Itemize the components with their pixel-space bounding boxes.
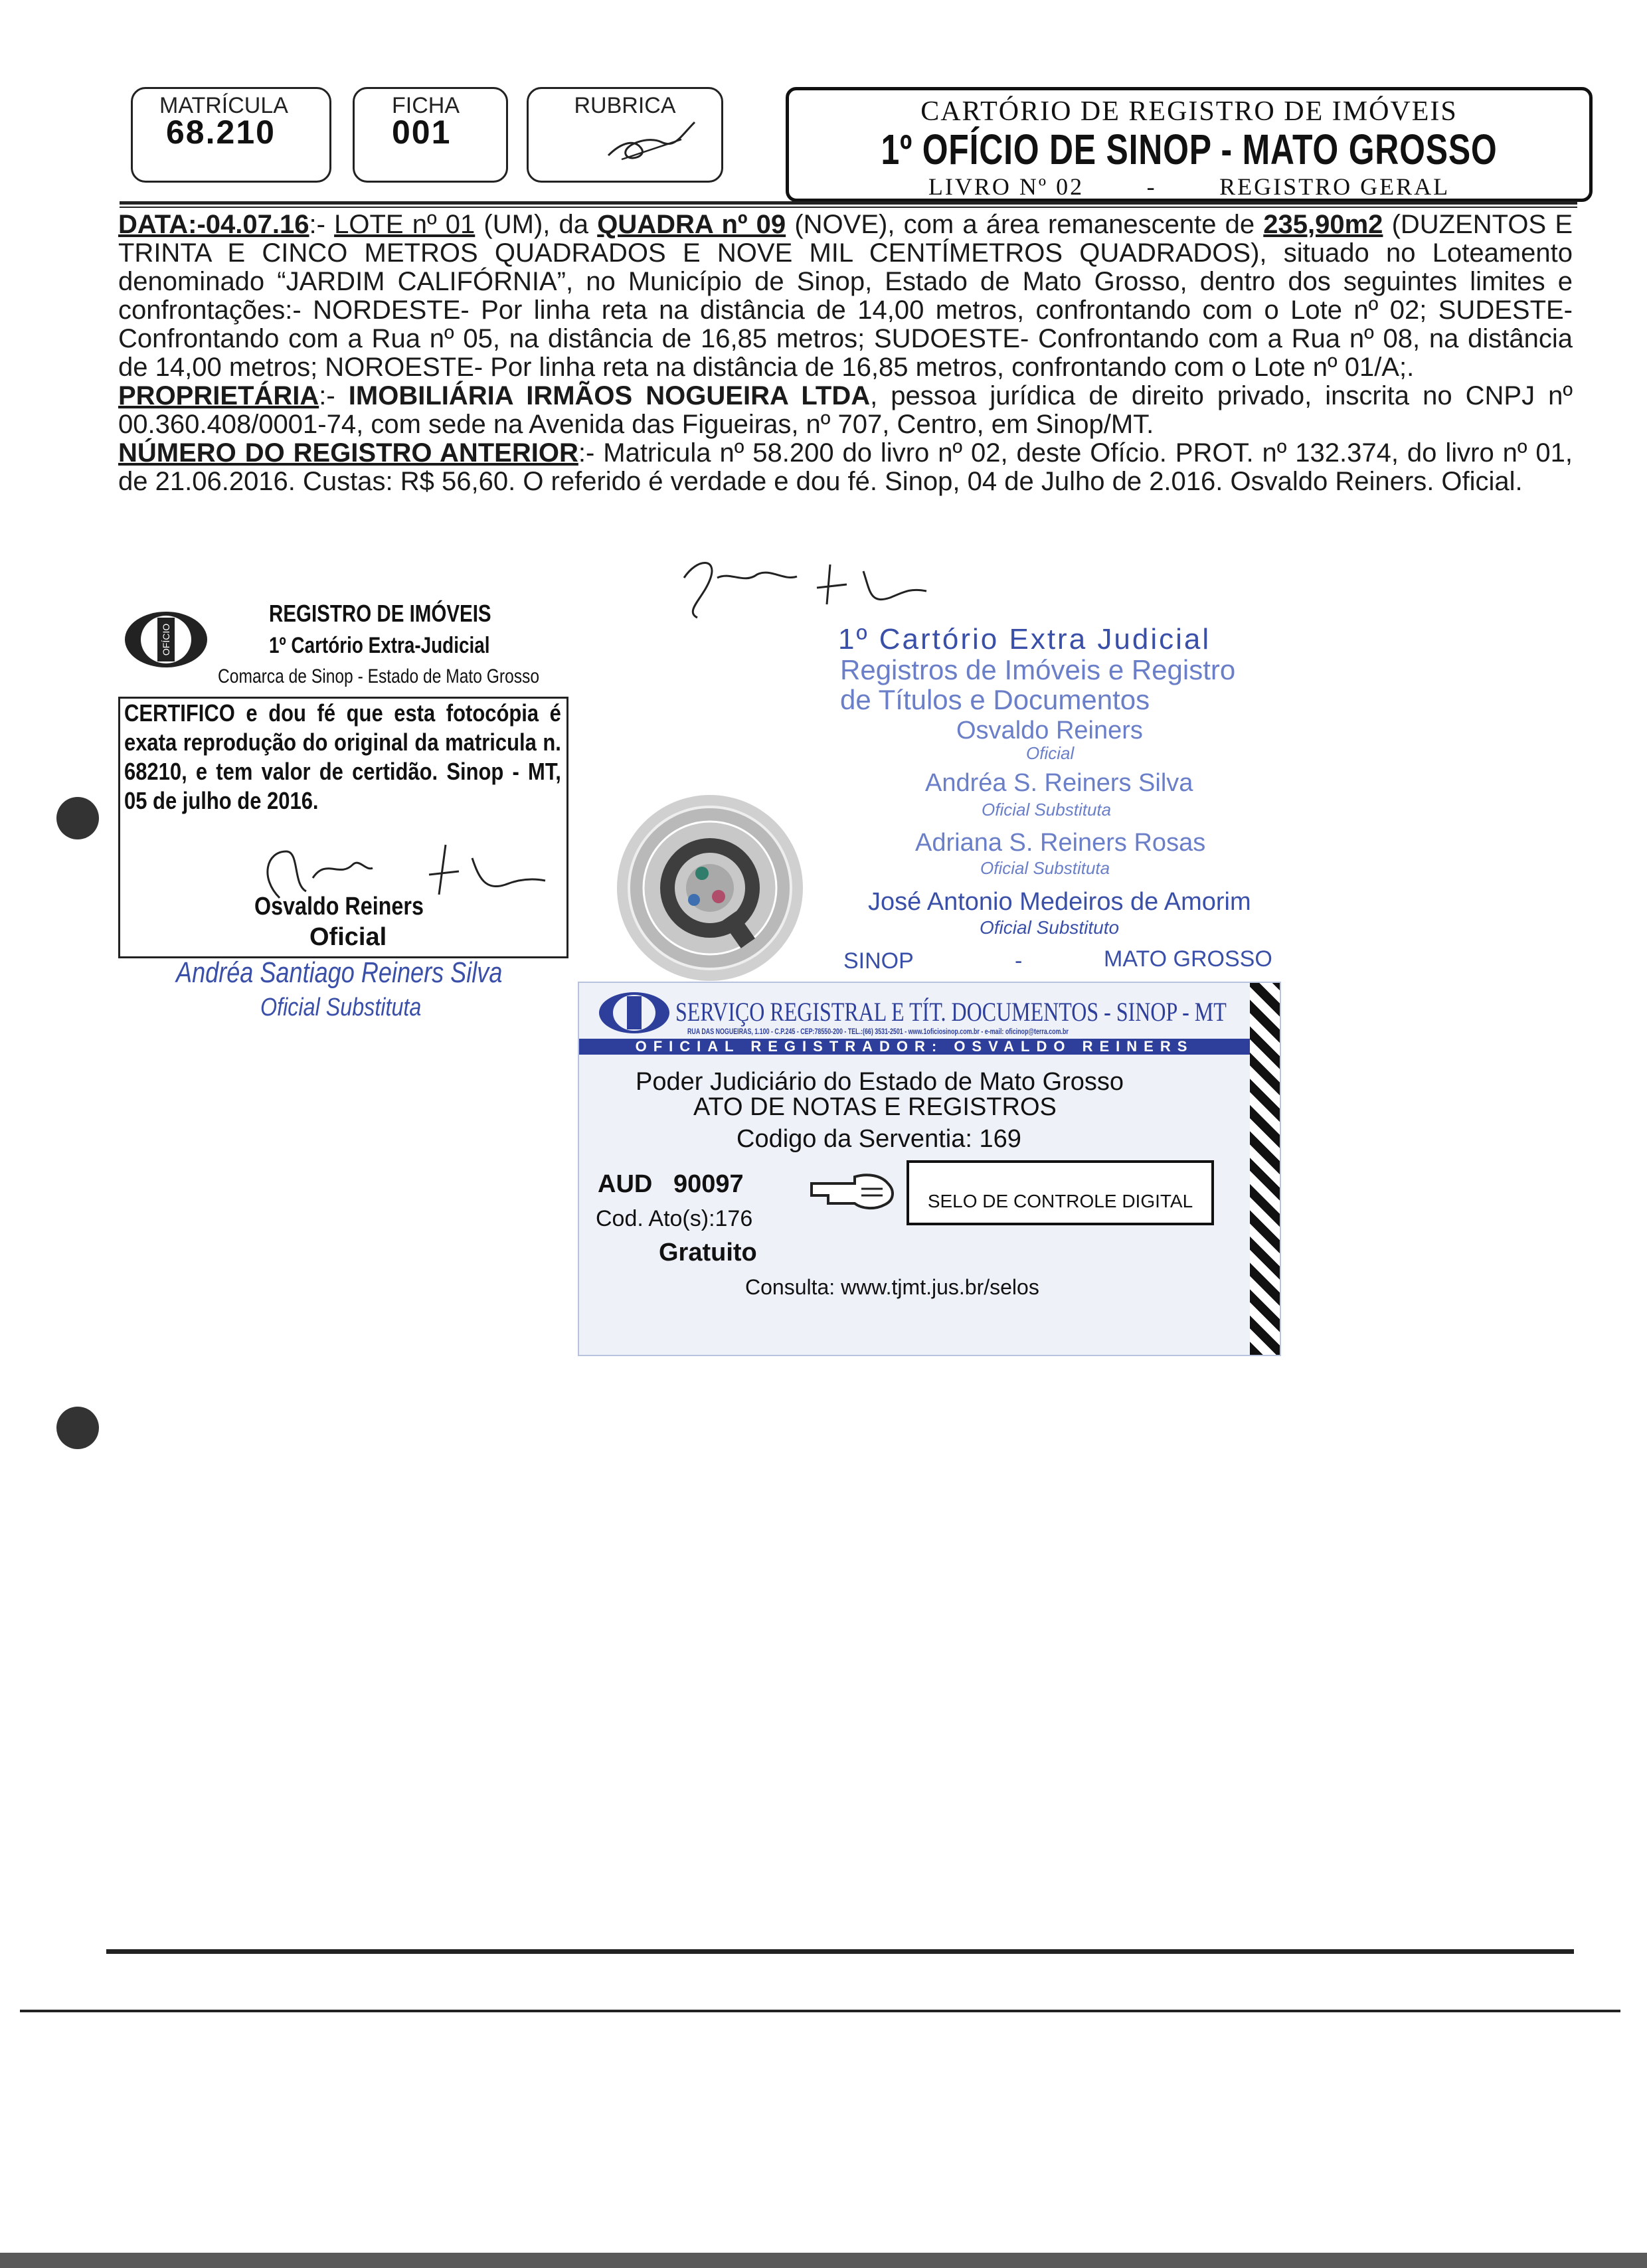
ficha-value: 001: [392, 114, 452, 151]
selo-label: SELO DE CONTROLE DIGITAL: [927, 1191, 1193, 1211]
blue-stamp-line2: Registros de Imóveis e Registro: [840, 654, 1236, 685]
registry-title-line2: 1º OFÍCIO DE SINOP - MATO GROSSO: [881, 126, 1498, 173]
proprietaria-label: PROPRIETÁRIA: [118, 381, 319, 410]
matricula-label: MATRÍCULA: [159, 93, 288, 118]
blue-stamp-state: MATO GROSSO: [1104, 946, 1272, 972]
card-line3: Codigo da Serventia: 169: [737, 1125, 1021, 1153]
registry-title-box: [786, 87, 1593, 202]
substitute-role: Oficial Substituta: [260, 994, 422, 1021]
oficial-signature-icon: [671, 551, 936, 624]
registro-anterior-label: NÚMERO DO REGISTRO ANTERIOR: [118, 438, 578, 468]
header-divider-thin: [120, 207, 1577, 208]
blue-stamp-dash: -: [1015, 948, 1023, 974]
rubrica-label: RUBRICA: [574, 93, 676, 118]
certificate-signer-name: Osvaldo Reiners: [254, 893, 424, 920]
blue-stamp-role4: Oficial Substituto: [980, 917, 1120, 938]
registro-stamp-line2: 1º Cartório Extra-Judicial: [269, 633, 490, 658]
card-line2: ATO DE NOTAS E REGISTROS: [693, 1093, 1057, 1121]
blue-stamp-line1: 1º Cartório Extra Judicial: [838, 623, 1211, 655]
card-header-address: RUA DAS NOGUEIRAS, 1.100 - C.P.245 - CEP:78550-200 - TEL.:(66) 3531-2501 - www.1oficiosinop.com.br - e-mail: oficinop@terra.com.br: [687, 1027, 1069, 1036]
oficio-logo-icon: [123, 610, 209, 669]
rubrica-signature-icon: [602, 116, 701, 169]
punch-hole-upper: [56, 797, 99, 839]
card-hologram-strip: [1250, 983, 1280, 1355]
matricula-value: 68.210: [166, 114, 276, 151]
card-header-bar-text: OFICIAL REGISTRADOR: OSVALDO REINERS: [635, 1038, 1194, 1055]
quadra-label: QUADRA nº 09: [597, 210, 786, 239]
ficha-label: FICHA: [392, 93, 460, 118]
registry-title-line1: CARTÓRIO DE REGISTRO DE IMÓVEIS: [920, 96, 1458, 127]
card-line1: Poder Judiciário do Estado de Mato Grosso: [636, 1068, 1124, 1096]
record-text: [118, 211, 1573, 496]
record-paragraph-proprietaria: PROPRIETÁRIA:- IMOBILIÁRIA IRMÃOS NOGUEIRA LTDA, pessoa jurídica de direito privado, inscrita no CNPJ nº 00.360.408/0001-74, com sede na Avenida das Figueiras, nº 707, Centro, em Sinop/MT.: [118, 381, 1573, 439]
livro-label: LIVRO Nº 02: [928, 173, 1084, 200]
svg-text:OFÍCIO: OFÍCIO: [161, 623, 171, 656]
record-paragraph-lote: DATA:-04.07.16:- LOTE nº 01 (UM), da QUADRA nº 09 (NOVE), com a área remanescente de 235,90m2 (DUZENTOS E TRINTA E CINCO METROS QUADRADOS E NOVE MIL CENTÍMETROS QUADRADOS), situado no Loteamento denominado “JARDIM CALIFÓRNIA”, no Município de Sinop, Estado de Mato Grosso, dentro dos seguintes limites e confrontações:- NORDESTE- Por linha reta na distância de 14,00 metros, confrontando com o Lote nº 02; SUDESTE- Confrontando com a Rua nº 05, na distância de 16,85 metros; SUDOESTE- Confrontando com a Rua nº 08, na distância de 14,00 metros; NOROESTE- Por linha reta na distância de 16,85 metros, confrontando com o Lote nº 01/A;.: [118, 210, 1573, 382]
rubrica-box: [527, 87, 723, 183]
registro-stamp-line1: REGISTRO DE IMÓVEIS: [269, 600, 491, 627]
certificate-box: [118, 697, 568, 958]
registry-title-line3: [789, 173, 1589, 201]
punch-hole-lower: [56, 1407, 99, 1449]
selo-label-box: [907, 1160, 1214, 1225]
card-aud-code: AUD 90097: [598, 1170, 744, 1198]
title-dash: -: [1146, 173, 1157, 200]
pointing-hand-icon: [808, 1164, 901, 1217]
scan-bottom-edge: [0, 2253, 1647, 2268]
blue-stamp-role3: Oficial Substituta: [980, 858, 1110, 878]
digital-seal-card: [578, 982, 1281, 1356]
substitute-name: Andréa Santiago Reiners Silva: [176, 956, 503, 989]
holographic-seal-icon: [616, 794, 804, 982]
certificate-signer-role: Oficial: [309, 923, 387, 951]
proprietaria-name: IMOBILIÁRIA IRMÃOS NOGUEIRA LTDA: [348, 381, 871, 410]
card-cod-ato: Cod. Ato(s):176: [596, 1206, 753, 1231]
blue-stamp-person1: Osvaldo Reiners: [956, 717, 1143, 744]
lote-label: LOTE nº 01: [334, 210, 476, 239]
certificate-text: CERTIFICO e dou fé que esta fotocópia é exata reprodução do original da matricula n. 68210, e tem valor de certidão. Sinop - MT, 05 de julho de 2016.: [124, 699, 561, 814]
registro-stamp-line3: Comarca de Sinop - Estado de Mato Grosso: [218, 665, 540, 687]
blue-stamp-line3: de Títulos e Documentos: [840, 684, 1150, 715]
footer-rule-upper: [106, 1949, 1574, 1954]
ficha-box: [353, 87, 508, 183]
data-label: DATA:-04.07.16: [118, 210, 309, 239]
card-header-title: SERVIÇO REGISTRAL E TÍT. DOCUMENTOS - SINOP - MT: [675, 997, 1227, 1027]
matricula-box: [131, 87, 331, 183]
blue-stamp-person3: Adriana S. Reiners Rosas: [915, 829, 1206, 857]
blue-stamp-city: SINOP: [843, 948, 914, 974]
blue-stamp-role2: Oficial Substituta: [982, 800, 1112, 820]
registro-geral-label: REGISTRO GERAL: [1219, 173, 1450, 200]
card-header-bar: [579, 1039, 1250, 1055]
card-gratuito: Gratuito: [659, 1239, 757, 1266]
footer-rule-lower: [20, 2010, 1620, 2012]
header-divider-thick: [120, 201, 1577, 205]
card-consulta: Consulta: www.tjmt.jus.br/selos: [745, 1275, 1039, 1299]
card-logo-icon: [598, 991, 671, 1035]
blue-stamp-person4: José Antonio Medeiros de Amorim: [868, 888, 1251, 916]
blue-stamp-person2: Andréa S. Reiners Silva: [925, 769, 1193, 797]
area-label: 235,90m2: [1263, 210, 1383, 239]
blue-stamp-role1: Oficial: [1026, 743, 1075, 763]
record-paragraph-registro-anterior: NÚMERO DO REGISTRO ANTERIOR:- Matricula nº 58.200 do livro nº 02, deste Ofício. PROT. nº 132.374, do livro nº 01, de 21.06.2016. Custas: R$ 56,60. O referido é verdade e dou fé. Sinop, 04 de Julho de 2.016. Osvaldo Reiners. Oficial.: [118, 438, 1573, 496]
